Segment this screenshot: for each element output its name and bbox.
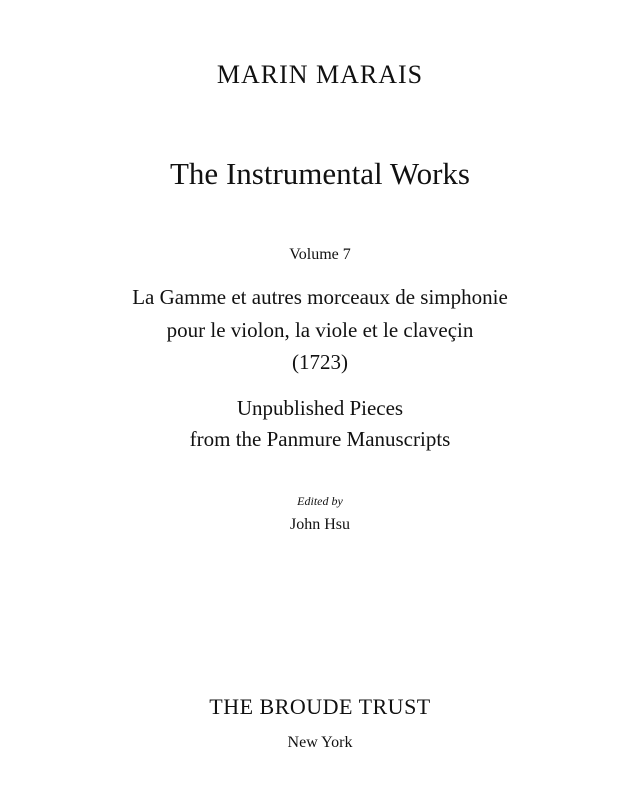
composer-name: MARIN MARAIS: [216, 60, 424, 89]
volume-number: Volume 7: [289, 246, 351, 263]
publication-year: (1723): [292, 350, 348, 374]
work-title-line-1: La Gamme et autres morceaux de simphonie: [132, 285, 508, 309]
work-title-line-2: pour le violon, la viole et le claveçin: [166, 318, 474, 342]
series-title: The Instrumental Works: [170, 156, 470, 191]
publisher-city: New York: [287, 734, 353, 751]
edited-by-label: Edited by: [297, 494, 343, 508]
supplement-title-line-2: from the Panmure Manuscripts: [189, 427, 451, 451]
publisher-name: THE BROUDE TRUST: [209, 694, 431, 719]
supplement-title-line-1: Unpublished Pieces: [236, 396, 404, 420]
editor-name: John Hsu: [289, 516, 350, 533]
